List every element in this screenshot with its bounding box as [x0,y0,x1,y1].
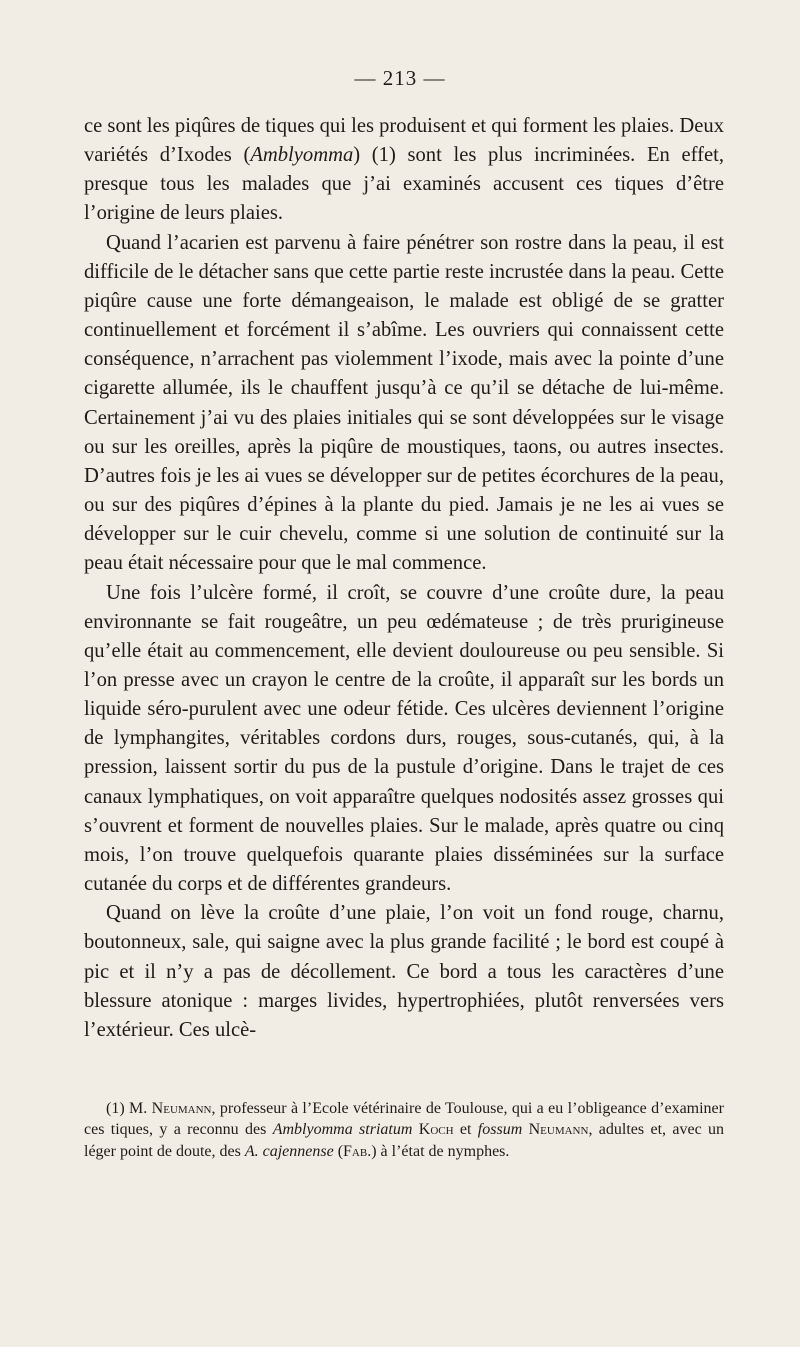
author-name: Neumann [151,1100,212,1117]
footnote [84,1098,724,1162]
species-name: fossum [477,1121,523,1139]
paragraph-3: Une fois l’ulcère formé, il croît, se couvre d’une croûte dure, la peau environnante se fait rougeâtre, un peu œdémateuse ; de très prurigineuse qu’elle était au commencement, elle devient douloureuse ou peu sensible. Si l’on presse avec un crayon le centre de la croûte, il apparaît sur les bords un liquide séro-purulent avec une odeur fétide. Ces ulcères deviennent l’origine de lymphangites, véritables cordons durs, rouges, sous-cutanés, qui, à la pression, laissent sortir du pus de la pustule d’origine. Dans le trajet de ces canaux lymphatiques, on voit apparaître quelques nodosités assez grosses qui s’ouvrent et forment de nouvelles plaies. Sur le malade, après quatre ou cinq mois, l’on trouve quelquefois quarante plaies disséminées sur la surface cutanée du corps et de différentes grandeurs. [84,581,724,896]
paragraph-4: Quand on lève la croûte d’une plaie, l’on voit un fond rouge, charnu, boutonneux, sale, qui saigne avec la plus grande facilité ; le bord est coupé à pic et il n’y a pas de décollement. Ce bord a tous les caractères d’une blessure atonique : marges livides, hypertrophiées, plutôt renversées vers l’extérieur. Ces ulcè- [84,902,724,1041]
author-name: Koch [418,1121,454,1139]
author-name: Fab. [343,1142,372,1160]
footnote-1: (1) M. Neumann, professeur à l’Ecole vétérinaire de Toulouse, qui a eu l’obligeance d’examiner ces tiques, y a reconnu des Amblyomma striatum Koch et fossum Neumann, adultes et, avec un léger point de doute, des A. cajennense (Fab.) à l’état de nymphes. [84,1100,725,1160]
species-name: A. cajennense [244,1142,334,1160]
author-name: Neumann [528,1121,589,1139]
body-text [84,112,724,1045]
species-name: Amblyomma striatum [272,1121,413,1139]
paragraph-1: ce sont les piqûres de tiques qui les produisent et qui forment les plaies. Deux variétés d’Ixodes (Amblyomma) (1) sont les plus incriminées. En effet, presque tous les malades que j’ai examinés accusent ces tiques d’être l’origine de leurs plaies. [84,115,724,225]
paragraph-2: Quand l’acarien est parvenu à faire pénétrer son rostre dans la peau, il est difficile de le détacher sans que cette partie reste incrustée dans la peau. Cette piqûre cause une forte démangeaison, le malade est obligé de se gratter continuellement et forcément il s’abîme. Les ouvriers qui connaissent cette conséquence, n’arrachent pas violemment l’ixode, mais avec la pointe d’une cigarette allumée, ils le chauffent jusqu’à ce qu’il se détache de lui-même. Certainement j’ai vu des plaies initiales qui se sont développées sur le visage ou sur les oreilles, après la piqûre de moustiques, taons, ou autres insectes. D’autres fois je les ai vues se développer sur de petites écorchures de la peau, ou sur des piqûres d’épines à la plante du pied. Jamais je ne les ai vues se développer sur le cuir chevelu, comme si une solution de continuité sur la peau était nécessaire pour que le mal commence. [84,231,725,575]
page-number: — 213 — [354,66,446,90]
genus-name: Amblyomma [250,144,354,167]
